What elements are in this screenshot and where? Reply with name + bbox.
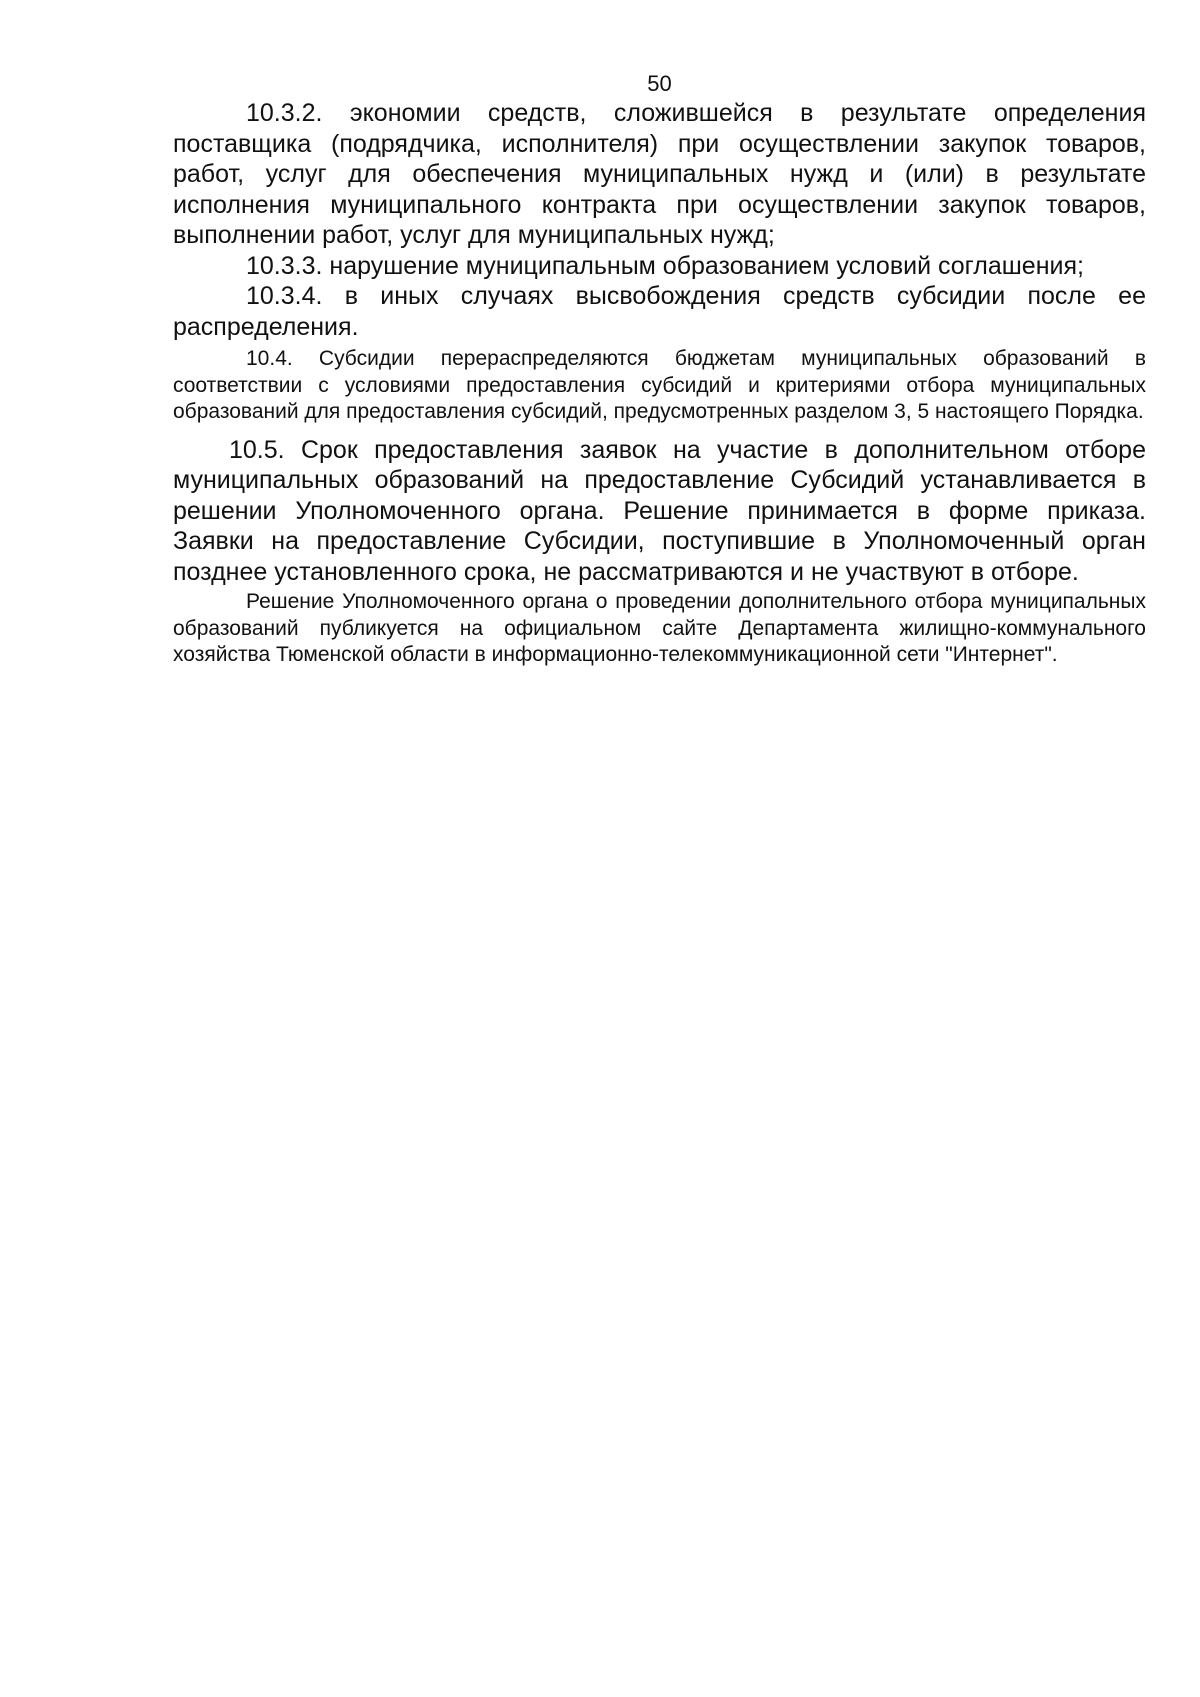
paragraph-10-3-3: 10.3.3. нарушение муниципальным образованием условий соглашения; bbox=[246, 251, 1084, 280]
paragraph-publication: Решение Уполномоченного органа о проведении дополнительного отбора муниципальных образований публикуется на официальном сайте Департамента жилищно-коммунального хозяйства Тюменской области в информационно-телекоммуникационной сети "Интернет". bbox=[173, 590, 1146, 666]
document-page bbox=[173, 70, 1146, 669]
paragraph-10-3-2: 10.3.2. экономии средств, сложившейся в результате определения поставщика (подрядчика, исполнителя) при осуществлении закупок товаров, работ, услуг для обеспечения муниципальных нужд и (или) в результате исполнения муниципального контракта при осуществлении закупок товаров, выполнении работ, услуг для муниципальных нужд; bbox=[173, 99, 1146, 249]
paragraph-10-3-4: 10.3.4. в иных случаях высвобождения средств субсидии после ее распределения. bbox=[173, 282, 1146, 341]
page-number: 50 bbox=[647, 71, 672, 96]
paragraph-10-4: 10.4. Субсидии перераспределяются бюджетам муниципальных образований в соответствии с условиями предоставления субсидий и критериями отбора муниципальных образований для предоставления субсидий, предусмотренных разделом 3, 5 настоящего Порядка. bbox=[173, 347, 1146, 423]
paragraph-10-5: 10.5. Срок предоставления заявок на участие в дополнительном отборе муниципальных образований на предоставление Субсидий устанавливается в решении Уполномоченного органа. Решение принимается в форме приказа. Заявки на предоставление Субсидии, поступившие в Уполномоченный орган позднее установленного срока, не рассматриваются и не участвуют в отборе. bbox=[173, 435, 1146, 586]
